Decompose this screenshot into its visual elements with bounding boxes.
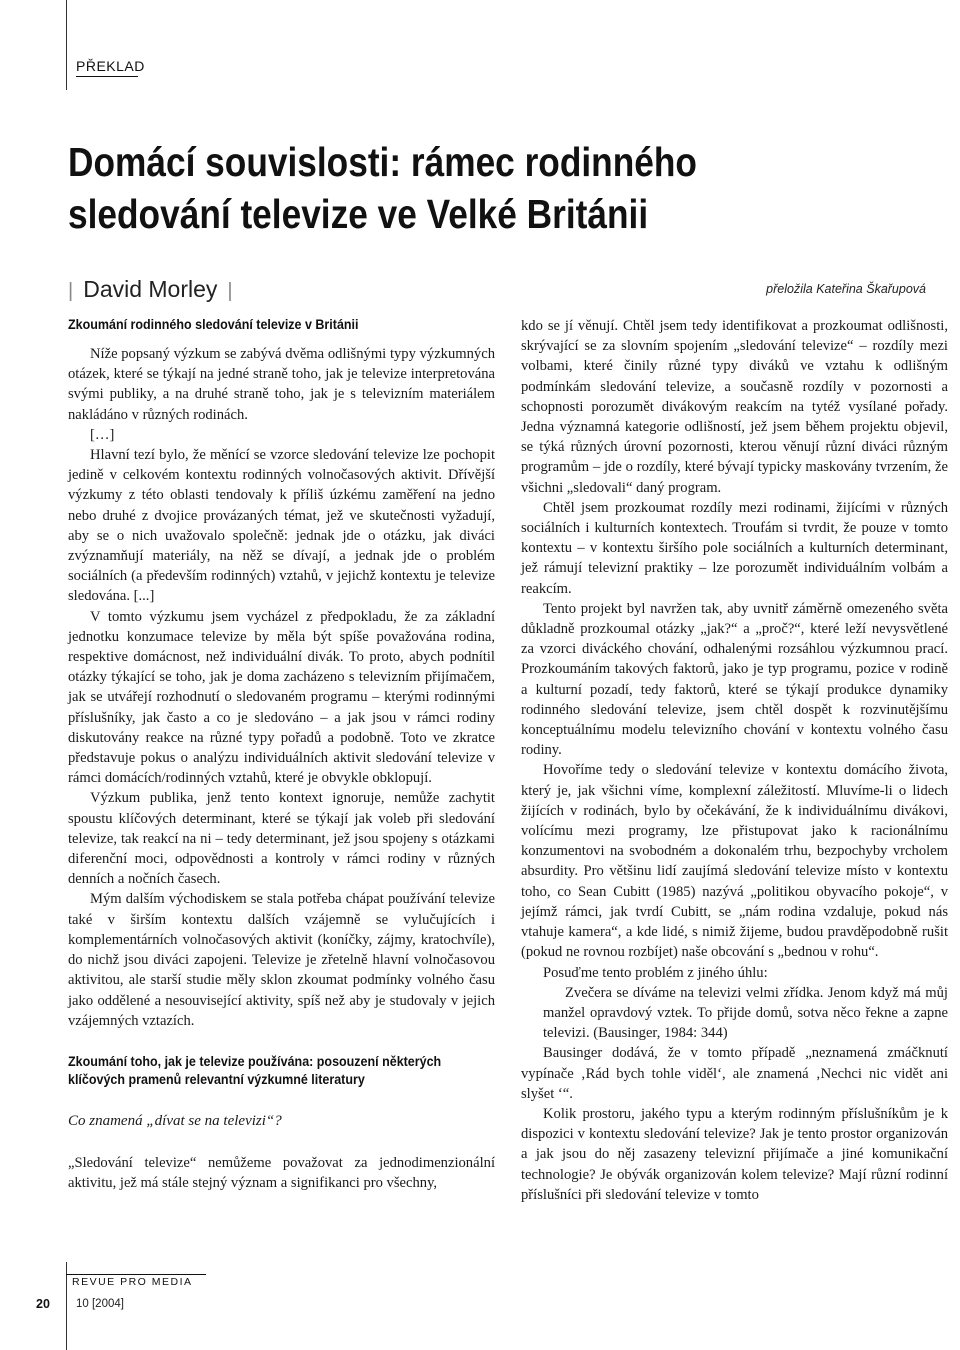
author-left-bar: | — [68, 280, 74, 302]
paragraph: Výzkum publika, jenž tento kontext ignoruje, nemůže zachytit spoustu klíčových determinant, které se týkají jak voleb při sledování televize, tak reakcí na ni – tedy determinant, jež jsou spojeny s otázkami diferenční moci, odpovědnosti a kontroly v rámci rodiny v různých denních a nočních časech. — [68, 790, 495, 888]
paragraph: „Sledování televize“ nemůžeme považovat za jednodimenzionální aktivitu, jež má stále stejný význam a signifikanci pro všechny, — [68, 1155, 495, 1192]
paragraph: Mým dalším východiskem se stala potřeba chápat používání televize také v širším kontextu dalších vzájemně se vylučujících i komplementárních volnočasových aktivit (koníčky, zájmy, kratochvíle), do nichž jsou diváci zapojeni. Televize je zřetelně hlavní volnočasovou aktivitou, ale starší studie měly sklon zkoumat podmínky volného času jako oddělené a nesouvisející aktivity, spíš než aby je studovaly v jejich vzájemných vztazích. — [68, 891, 495, 1029]
footer-rule — [66, 1274, 206, 1275]
right-column — [521, 316, 948, 1205]
footer-vertical-rule — [66, 1262, 67, 1350]
left-column — [68, 316, 495, 1194]
paragraph: Kolik prostoru, jakého typu a kterým rodinným příslušníkům je k dispozici v kontextu sledování televize? Jak je tento prostor organizován a jak jsou do něj zasazeny televizní přijímače a jiné komunikační technologie? Je obývák organizován kolem televize? Mají různí rodinní příslušníci při sledování televize v tomto — [521, 1105, 948, 1203]
section-label-underline — [76, 76, 138, 77]
journal-name: REVUE PRO MEDIA — [72, 1276, 193, 1288]
paragraph: Hlavní tezí bylo, že měnící se vzorce sledování televize lze pochopit jedině v celkovém kontextu rodinných volnočasových aktivit. Dřívější výzkumy z této oblasti tendovaly k příliš úzkému zaměření na jedno nebo druhé z dvojice provázaných témat, jež ve skutečnosti vyžadují, aby se o nich uvažovalo společně: jednak jde o otázku, jak diváci zvýznamňují materiály, na něž se dívají, a jednak jde o problém sociálních (a především rodinných) vztahů, v jejichž kontextu je televize sledována. [...] — [68, 447, 495, 605]
author-right-bar: | — [227, 280, 233, 302]
issue-number: 10 [2004] — [76, 1298, 124, 1310]
author-line — [68, 276, 243, 303]
section-heading-1: Zkoumání rodinného sledování televize v Británii — [68, 317, 359, 332]
author-name: David Morley — [83, 276, 218, 302]
top-vertical-rule — [66, 0, 67, 90]
translator-credit: přeložila Kateřina Škařupová — [766, 282, 926, 296]
ellipsis-marker: […] — [90, 426, 115, 443]
paragraph: Chtěl jsem prozkoumat rozdíly mezi rodinami, žijícími v různých sociálních i kulturních kontextech. Troufám si tvrdit, že pouze v tomto kontextu – v kontextu širšího pole sociálních a kulturních determinant, jež rámují televizní praktiky – lze porozumět individuálním volbám a reakcím. — [521, 499, 948, 597]
paragraph: Bausinger dodává, že v tomto případě „neznamená zmáčknutí vypínače ‚Rád bych tohle viděl‘, ale znamená ‚Nechci nic vidět ani slyšet ‘“. — [521, 1045, 948, 1102]
paragraph: Tento projekt byl navržen tak, aby uvnitř záměrně omezeného světa důkladně prozkoumal otázky „jak?“ a „proč?“, které leží nevysvětlené za vzorci diváckého chování, odhalenými rozsáhlou výzkumnou prací. Prozkoumáním takových faktorů, jako je typ programu, pozice v rodině a kulturní pozadí, tedy faktorů, které se týkají produkce dynamiky rodinného sledování televize, jsem chtěl dospět k rozvinutějšímu konceptuálnímu modelu televizního chování v kontextu volného času rodiny. — [521, 600, 948, 759]
paragraph: V tomto výzkumu jsem vycházel z předpokladu, že za základní jednotku konzumace televize by měla být spíše považována rodina, respektive domácnost, než individuální divák. To proto, abych podnítil otázky týkající se toho, jak je doma zacházeno s televizním přijímačem, jak se utvářejí rozhodnutí o sledovaném programu – kterými rodinnými příslušníky, jak často a co je sledováno – a jak jsou v rámci rodiny diskutovány reakce na různé typy pořadů a podobně. Toto ve zkratce představuje pokus o analýzu individuálních aktivit sledování televize v rámci domácích/rodinných vztahů, které je obvykle obklopují. — [68, 608, 495, 787]
paragraph: kdo se jí věnují. Chtěl jsem tedy identifikovat a prozkoumat odlišnosti, skrývající se za slovním spojením „sledování televize“ – rozdíly mezi volbami, které činily různé typy diváků ve vztahu k odlišným podmínkám sledování televize, a současně rozdíly v pozornosti a schopnosti porozumět divákovým reakcím na tytéž vysílané pořady. Jedna významná kategorie odlišností, jež jsem během projektu objevil, se týká různých úrovní pozornosti, kterou věnují různí diváci různým programům – jde o rozdíly, které bývají typicky maskovány tvrzením, že všichni „sledovali“ daný program. — [521, 318, 948, 496]
paragraph: Hovoříme tedy o sledování televize v kontextu domácího života, který je, jak všichni víme, komplexní záležitostí. Mluvíme-li o lidech žijících v rodinách, bylo by očekávání, že k individuálnímu divákovi, volícímu mezi programy, lze přistupovat jako k racionálnímu konzumentovi na svobodném a dokonalém trhu, bezpochyby vrcholem absurdity. Pro většinu lidí zaujímá sledování televize místo v kontextu toho, co Sean Cubitt (1985) nazývá „politikou obyvacího pokoje“, v jejímž rámci, jak tvrdí Cubitt, se „nám rodina vzdaluje, pokud nás vtahuje kamera“, a kde lidé, s nimiž žijeme, budou pravděpodobně rušit (pokud ne rovnou rozbíjet) naše obcování s „bednou v rohu“. — [521, 762, 948, 961]
block-quote: Zvečera se díváme na televizi velmi zřídka. Jenom když má můj manžel opravdový vztek. To přijde domů, sotva něco řekne a zapne televizi. (Bausinger, 1984: 344) — [543, 984, 948, 1042]
article-title: Domácí souvislosti: rámec rodinného sledování televize ve Velké Británii — [68, 139, 697, 237]
section-heading-2: Zkoumání toho, jak je televize používána: posouzení některých klíčových pramenů relevantní výzkumné literatury — [68, 1053, 442, 1087]
subsection-question: Co znamená „dívat se na televizi“? — [68, 1112, 282, 1129]
section-label: PŘEKLAD — [76, 58, 145, 74]
paragraph: Posuďme tento problém z jiného úhlu: — [543, 964, 768, 981]
paragraph: Níže popsaný výzkum se zabývá dvěma odlišnými typy výzkumných otázek, které se týkají na jedné straně toho, jak je televize interpretována svými publiky, a na druhé straně toho, jak je s televizním materiálem nakládáno v různých rodinách. — [68, 346, 495, 423]
page-number: 20 — [36, 1297, 50, 1311]
